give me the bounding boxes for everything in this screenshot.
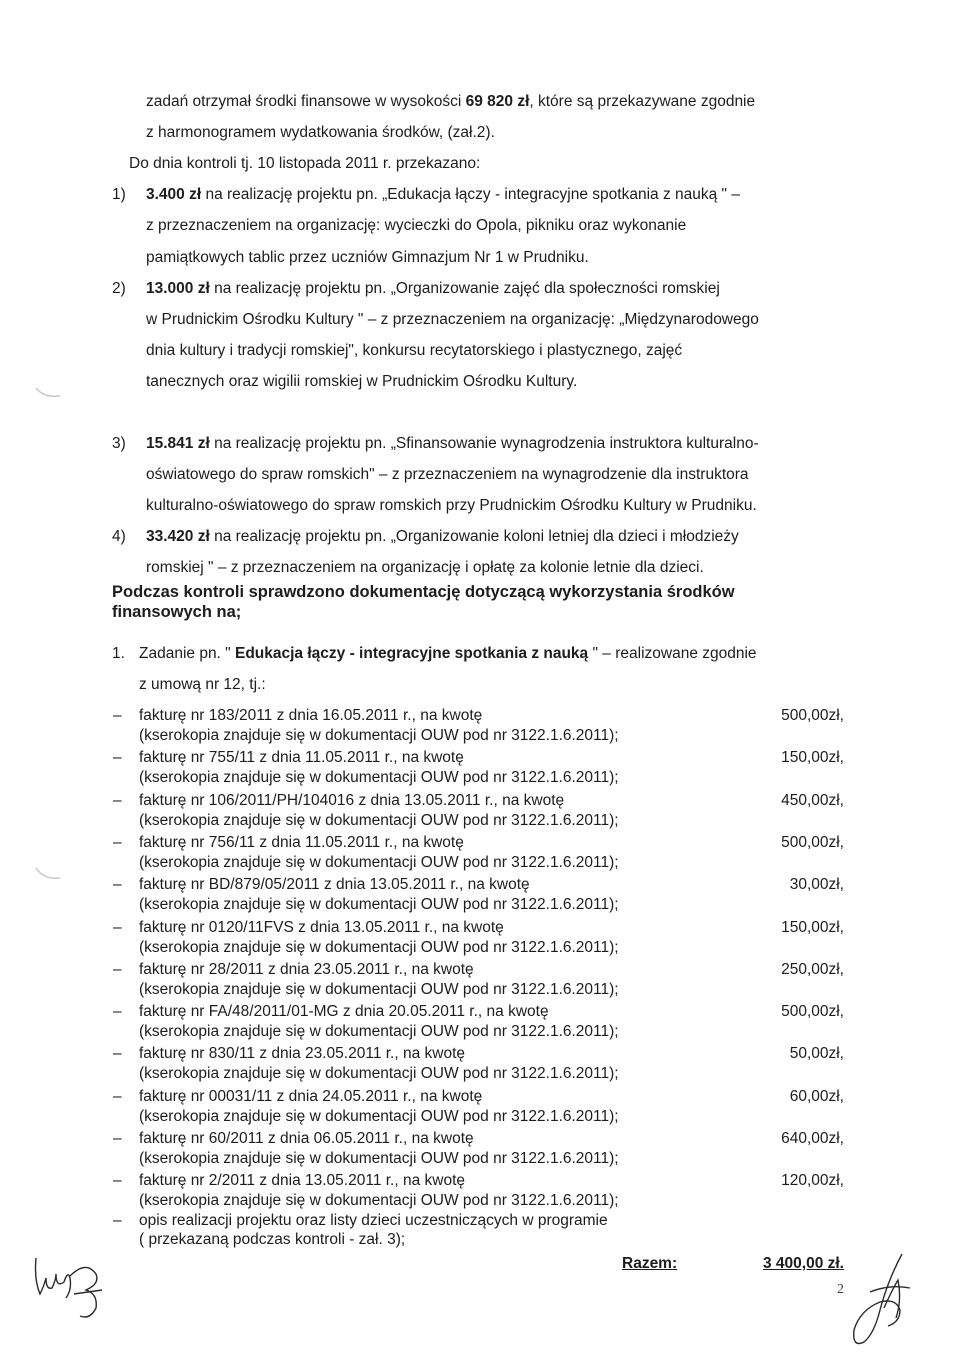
list-dash: – — [113, 792, 122, 809]
invoice-copy-note: (kserokopia znajduje się w dokumentacji OUW pod nr 3122.1.6.2011); — [139, 727, 619, 744]
invoice-text: fakturę nr 183/2011 z dnia 16.05.2011 r., na kwotę — [139, 707, 483, 724]
transfer-line: dnia kultury i tradycji romskiej", konkursu recytatorskiego i plastycznego, zajęć — [146, 342, 683, 359]
invoice-amount: 500,00zł, — [781, 707, 844, 724]
transfer-text: na realizację projektu pn. „Edukacja łączy - integracyjne spotkania z nauką " – — [201, 186, 740, 203]
transfer-amount: 15.841 zł — [146, 435, 210, 452]
invoice-copy-note: (kserokopia znajduje się w dokumentacji OUW pod nr 3122.1.6.2011); — [139, 1192, 619, 1209]
invoice-copy-note: (kserokopia znajduje się w dokumentacji OUW pod nr 3122.1.6.2011); — [139, 1023, 619, 1040]
last-item-line-1: opis realizacji projektu oraz listy dzieci uczestniczących w programie — [139, 1212, 608, 1229]
invoice-amount: 60,00zł, — [789, 1088, 844, 1105]
invoice-amount: 500,00zł, — [781, 834, 844, 851]
invoice-amount: 150,00zł, — [781, 919, 844, 936]
transfer-text: na realizację projektu pn. „Organizowanie koloni letniej dla dzieci i młodzieży — [209, 528, 739, 545]
margin-mark — [30, 370, 70, 410]
transfer-text: na realizację projektu pn. „Organizowanie zajęć dla społeczności romskiej — [209, 280, 720, 297]
list-dash: – — [113, 876, 122, 893]
invoice-copy-note: (kserokopia znajduje się w dokumentacji OUW pod nr 3122.1.6.2011); — [139, 1065, 619, 1082]
list-dash: – — [113, 1130, 122, 1147]
invoice-copy-note: (kserokopia znajduje się w dokumentacji OUW pod nr 3122.1.6.2011); — [139, 812, 619, 829]
invoice-text: fakturę nr FA/48/2011/01-MG z dnia 20.05.2011 r., na kwotę — [139, 1003, 549, 1020]
task-title: Edukacja łączy - integracyjne spotkania z nauką — [234, 645, 589, 662]
total-label: Razem: — [622, 1255, 678, 1272]
invoice-text: fakturę nr 830/11 z dnia 23.05.2011 r., na kwotę — [139, 1045, 466, 1062]
invoice-amount: 450,00zł, — [781, 792, 844, 809]
list-dash: – — [113, 1045, 122, 1062]
transfer-line: kulturalno-oświatowego do spraw romskich przy Prudnickim Ośrodku Kultury w Prudniku. — [146, 497, 757, 514]
invoice-text: fakturę nr 2/2011 z dnia 13.05.2011 r., na kwotę — [139, 1172, 466, 1189]
invoice-text: fakturę nr 106/2011/PH/104016 z dnia 13.05.2011 r., na kwotę — [139, 792, 565, 809]
section-heading-line-1: Podczas kontroli sprawdzono dokumentację dotyczącą wykorzystania środków — [112, 583, 735, 601]
invoice-copy-note: (kserokopia znajduje się w dokumentacji OUW pod nr 3122.1.6.2011); — [139, 896, 619, 913]
invoice-text: fakturę nr 0120/11FVS z dnia 13.05.2011 r., na kwotę — [139, 919, 504, 936]
invoice-amount: 30,00zł, — [789, 876, 844, 893]
invoice-amount: 120,00zł, — [781, 1172, 844, 1189]
task-prefix: Zadanie pn. " — [139, 645, 235, 662]
transfer-line-1 — [146, 434, 759, 454]
task-suffix: " – realizowane zgodnie — [588, 645, 757, 662]
list-dash: – — [113, 707, 122, 724]
section-heading-line-2: finansowych na; — [112, 603, 242, 621]
invoice-copy-note: (kserokopia znajduje się w dokumentacji OUW pod nr 3122.1.6.2011); — [139, 981, 619, 998]
transfer-line: pamiątkowych tablic przez uczniów Gimnazjum Nr 1 w Prudniku. — [146, 249, 589, 266]
intro-line-2: z harmonogramem wydatkowania środków, (zał.2). — [146, 124, 495, 141]
last-item-line-2: ( przekazaną podczas kontroli - zał. 3); — [139, 1231, 406, 1248]
task-line-1 — [139, 645, 757, 663]
transfer-number: 2) — [112, 280, 126, 297]
transfer-line-1 — [146, 527, 739, 547]
total-value: 3 400,00 zł. — [762, 1255, 844, 1272]
margin-mark — [30, 856, 70, 896]
transfer-number: 3) — [112, 435, 126, 452]
list-dash: – — [113, 1088, 122, 1105]
invoice-text: fakturę nr 28/2011 z dnia 23.05.2011 r., na kwotę — [139, 961, 474, 978]
task-line-2: z umową nr 12, tj.: — [139, 676, 266, 693]
transfer-line: oświatowego do spraw romskich" – z przeznaczeniem na wynagrodzenie dla instruktora — [146, 466, 749, 483]
invoice-amount: 500,00zł, — [781, 1003, 844, 1020]
intro-line-1 — [146, 92, 755, 112]
intro-text-post: , które są przekazywane zgodnie — [529, 93, 756, 110]
transfer-number: 4) — [112, 528, 126, 545]
transfer-text: na realizację projektu pn. „Sfinansowanie wynagrodzenia instruktora kulturalno- — [209, 435, 759, 452]
transfer-amount: 13.000 zł — [146, 280, 210, 297]
intro-line-3: Do dnia kontroli tj. 10 listopada 2011 r. przekazano: — [129, 155, 481, 172]
invoice-copy-note: (kserokopia znajduje się w dokumentacji OUW pod nr 3122.1.6.2011); — [139, 939, 619, 956]
list-dash: – — [113, 1003, 122, 1020]
list-dash: – — [113, 749, 122, 766]
transfer-line-1 — [146, 279, 720, 299]
transfer-line-1 — [146, 185, 740, 205]
transfer-line: z przeznaczeniem na organizację: wycieczki do Opola, pikniku oraz wykonanie — [146, 217, 687, 234]
invoice-text: fakturę nr BD/879/05/2011 z dnia 13.05.2011 r., na kwotę — [139, 876, 530, 893]
invoice-copy-note: (kserokopia znajduje się w dokumentacji OUW pod nr 3122.1.6.2011); — [139, 854, 619, 871]
invoice-amount: 250,00zł, — [781, 961, 844, 978]
list-dash: – — [113, 1212, 122, 1229]
list-dash: – — [113, 1172, 122, 1189]
invoice-amount: 640,00zł, — [781, 1130, 844, 1147]
list-dash: – — [113, 919, 122, 936]
intro-amount: 69 820 zł — [465, 93, 530, 110]
invoice-copy-note: (kserokopia znajduje się w dokumentacji OUW pod nr 3122.1.6.2011); — [139, 1108, 619, 1125]
transfer-number: 1) — [112, 186, 126, 203]
transfer-amount: 33.420 zł — [146, 528, 210, 545]
transfer-line: romskiej " – z przeznaczeniem na organizację i opłatę za kolonie letnie dla dzieci. — [146, 559, 704, 576]
transfer-amount: 3.400 zł — [146, 186, 202, 203]
invoice-copy-note: (kserokopia znajduje się w dokumentacji OUW pod nr 3122.1.6.2011); — [139, 1150, 619, 1167]
invoice-text: fakturę nr 756/11 z dnia 11.05.2011 r., na kwotę — [139, 834, 464, 851]
task-number: 1. — [112, 645, 125, 662]
initials-signature — [26, 1250, 116, 1330]
invoice-amount: 50,00zł, — [789, 1045, 844, 1062]
invoice-text: fakturę nr 755/11 z dnia 11.05.2011 r., na kwotę — [139, 749, 464, 766]
transfer-line: w Prudnickim Ośrodku Kultury " – z przeznaczeniem na organizację: „Międzynarodowego — [146, 311, 759, 328]
transfer-line: tanecznych oraz wigilii romskiej w Prudnickim Ośrodku Kultury. — [146, 373, 578, 390]
invoice-copy-note: (kserokopia znajduje się w dokumentacji OUW pod nr 3122.1.6.2011); — [139, 769, 619, 786]
page-number: 2 — [837, 1282, 844, 1297]
list-dash: – — [113, 834, 122, 851]
invoice-text: fakturę nr 00031/11 z dnia 24.05.2011 r., na kwotę — [139, 1088, 483, 1105]
invoice-text: fakturę nr 60/2011 z dnia 06.05.2011 r., na kwotę — [139, 1130, 474, 1147]
list-dash: – — [113, 961, 122, 978]
intro-text: zadań otrzymał środki finansowe w wysokości — [146, 93, 466, 110]
signature — [840, 1250, 920, 1350]
invoice-amount: 150,00zł, — [781, 749, 844, 766]
